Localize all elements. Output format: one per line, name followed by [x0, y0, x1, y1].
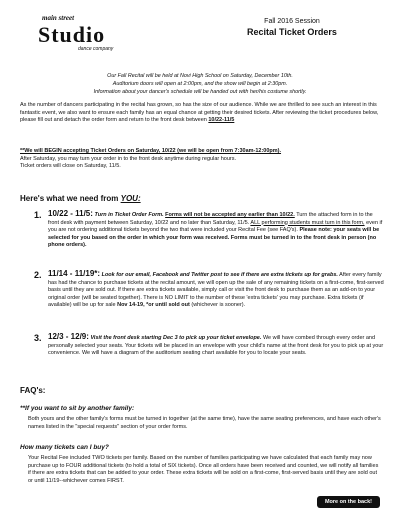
session-label: Fall 2016 Session — [264, 18, 320, 25]
faq-question: How many tickets can I buy? — [20, 444, 109, 451]
step-number: 3. — [34, 333, 42, 343]
step-emphasis: Nov 14-19, *or until sold out — [117, 302, 190, 308]
intro-block — [20, 72, 380, 96]
section-heading — [20, 194, 141, 203]
begin-line-2: After Saturday, you may turn your order in to the front desk anytime during regular hours. — [20, 155, 237, 162]
logo-sub-word: dance company — [78, 46, 114, 52]
step-date: 11/14 - 11/19*: — [48, 269, 101, 278]
logo-main-word: Studio — [38, 22, 106, 47]
step-date: 10/22 - 11/5: — [48, 209, 93, 218]
faq-answer: Both yours and the other family's forms must be turned in together (at the same time), have the same seating preferences, and have each other's names listed in the "special requests" section of your order forms. — [28, 416, 381, 430]
intro-line-2: Auditorium doors will open at 2:00pm, and the show will begin at 2:30pm. — [112, 81, 288, 87]
intro-paragraph — [20, 102, 382, 125]
step-note-bold: Please note: your seats will be selected for you based on the order in which your form was received. Forms must be turned in to the front desk in person (no phone orders). — [48, 227, 380, 248]
faq-answer: Your Recital Fee included TWO tickets per family. Based on the number of families participating we have calculated that each family may now purchase up to FOUR additional tickets (to hold a total of SIX tickets). Once all orders have been received and counted, we will notify all families if there are extra tickets that can be added to your order. These extra tickets will be sold on a first-come, first-served basis until they are sold out or until 11/19--whichever comes FIRST. — [28, 455, 379, 484]
intro-line-1: Our Fall Recital will be held at Novi High School on Saturday, December 10th. — [107, 73, 293, 79]
step-text: Turn the attached form in to the front desk with payment between Saturday, 10/22 and no later than Saturday, 11/5. — [48, 212, 373, 226]
studio-logo — [22, 10, 122, 56]
step-2 — [36, 270, 384, 310]
step-number: 2. — [34, 270, 42, 280]
step-text: We will have combed through every order and personally selected your seats. Your tickets will be placed in an envelope with your child's name at the front desk for you to pick up at your convenience. We will have a diagram of the auditorium seating chart available for you to locate your seats. — [48, 335, 384, 356]
intro-paragraph-text: As the number of dancers participating in the recital has grown, so has the size of our audience. While we are thrilled to see such an interest in this fantastic event, we also want to ensure each family has an equal chance at getting their desired tickets. After reviewing the ticket procedures below, please fill out and detach the order form and return to the front desk between — [20, 102, 379, 123]
header — [212, 18, 372, 37]
step-number: 1. — [34, 210, 42, 220]
step-emphasis: ALL performing students must turn in this form, — [250, 219, 365, 226]
step-text-2: (whichever is sooner). — [189, 302, 246, 308]
step-text: After every family has had the chance to purchase tickets at the recital amount, we will open up the sale of any remaining tickets on a first-come, first-served basis until they are sold out. If there are extra tickets available, simply call or visit the front desk to purchase them as an add-on to your original order (will be seated together). There is NO LIMIT to the number of these 'extra tickets' you may purchase. Extra tickets (if available) will be up for sale — [48, 272, 384, 308]
begin-notice: **We will BEGIN accepting Ticket Orders on Saturday, 10/22 (we will be open from 7:30am-12:00pm). — [20, 148, 282, 154]
begin-paragraph — [20, 148, 382, 171]
section-heading-lead: Here's what we need from — [20, 194, 121, 203]
intro-line-3: Information about your dancer's schedule will be handed out with her/his costume shortly. — [93, 89, 307, 95]
step-3 — [36, 333, 384, 358]
step-date: 12/3 - 12/9: — [48, 332, 89, 341]
section-heading-you: YOU: — [120, 194, 141, 203]
date-range: 10/22-11/5 — [208, 117, 235, 123]
step-note: Turn in Ticket Order Form. — [94, 212, 164, 218]
faq-question: **If you want to sit by another family: — [20, 405, 135, 412]
faqs-heading: FAQ's: — [20, 386, 46, 395]
step-1 — [36, 210, 384, 250]
step-warning: Forms will not be accepted any earlier than 10/22. — [165, 212, 295, 218]
begin-line-3: Ticket orders will close on Saturday, 11/5. — [20, 163, 121, 169]
step-note: Look for our email, Facebook and Twitter post to see if there are extra tickets up for grabs. — [101, 272, 338, 278]
page-title: Recital Ticket Orders — [247, 27, 337, 37]
step-text-2: even if you are not ordering additional tickets beyond the two that were included your Recital Fee (see FAQ's). — [48, 219, 383, 233]
more-on-back-button[interactable]: More on the back! — [317, 496, 380, 508]
logo-words: main street — [42, 14, 75, 22]
step-note: Visit the front desk starting Dec 3 to pick up your ticket envelope. — [90, 335, 262, 341]
